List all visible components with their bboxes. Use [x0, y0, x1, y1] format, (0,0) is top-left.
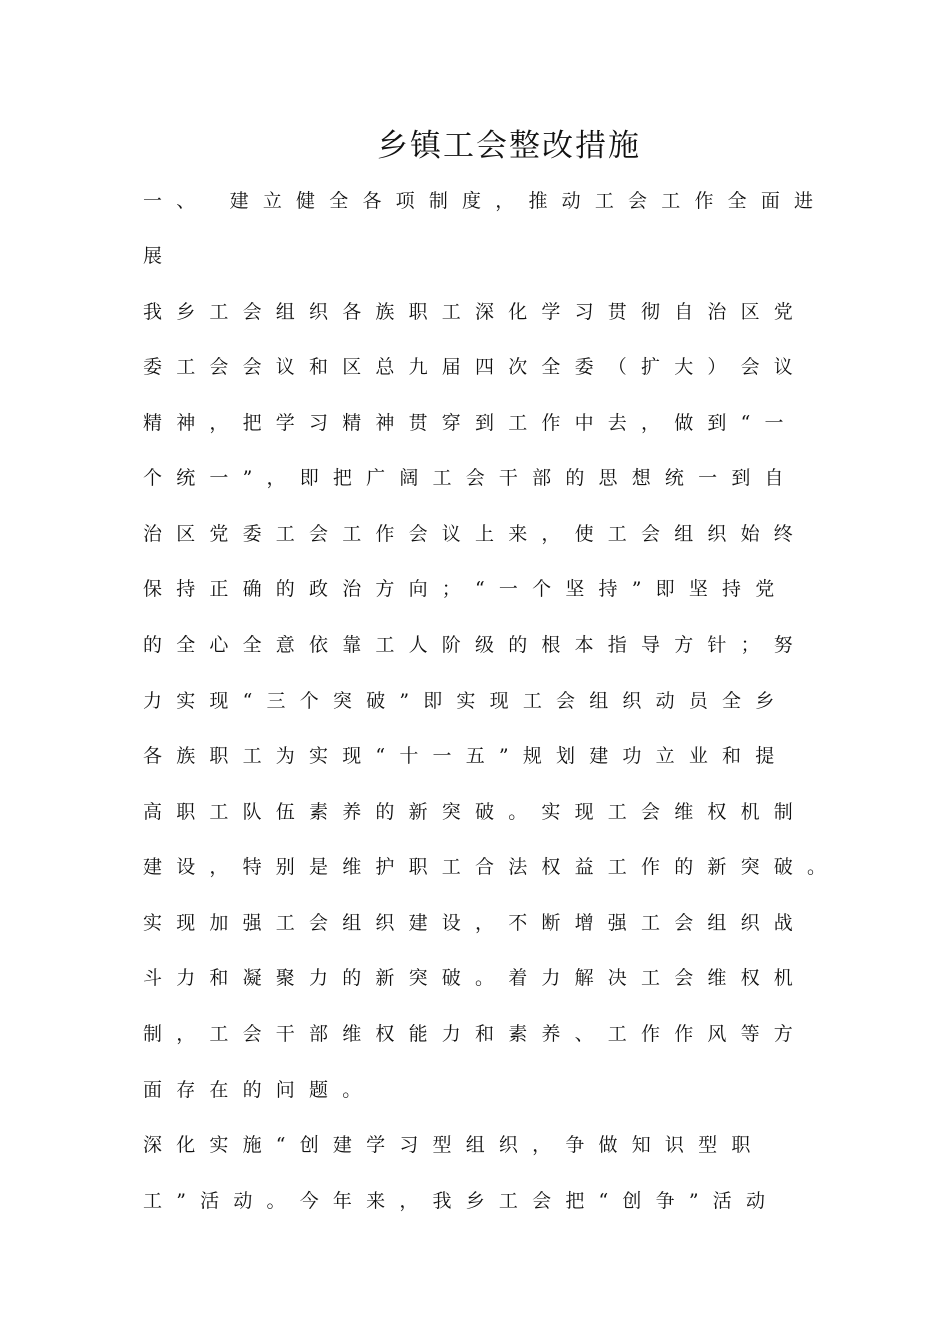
- text-line: 的全心全意依靠工人阶级的根本指导方针；努: [143, 634, 808, 656]
- text-line: 制，工会干部维权能力和素养、工作作风等方: [143, 1023, 808, 1045]
- text-line: 我乡工会组织各族职工深化学习贯彻自治区党: [143, 301, 808, 323]
- text-line: 建设，特别是维护职工合法权益工作的新突破。: [143, 856, 841, 878]
- text-line: 面存在的问题。: [143, 1079, 376, 1101]
- text-line: 一、 建立健全各项制度，推动工会工作全面进: [143, 190, 828, 212]
- text-line: 深化实施“创建学习型组织，争做知识型职: [143, 1134, 765, 1156]
- text-line: 实现加强工会组织建设，不断增强工会组织战: [143, 912, 808, 934]
- text-line: 高职工队伍素养的新突破。实现工会维权机制: [143, 801, 808, 823]
- text-line: 精神，把学习精神贯穿到工作中去，做到“一: [143, 412, 798, 434]
- text-line: 保持正确的政治方向；“一个坚持”即坚持党: [143, 578, 789, 600]
- text-line: 工”活动。今年来，我乡工会把“创争”活动: [143, 1190, 780, 1212]
- text-line: 委工会会议和区总九届四次全委（扩大）会议: [143, 356, 808, 378]
- text-line: 治区党委工会工作会议上来，使工会组织始终: [143, 523, 808, 545]
- text-line: 斗力和凝聚力的新突破。着力解决工会维权机: [143, 967, 808, 989]
- text-line: 各族职工为实现“十一五”规划建功立业和提: [143, 745, 789, 767]
- page-title: 乡镇工会整改措施: [377, 128, 641, 164]
- text-line: 个统一”，即把广阔工会干部的思想统一到自: [143, 467, 798, 489]
- text-line: 展: [143, 245, 177, 267]
- text-line: 力实现“三个突破”即实现工会组织动员全乡: [143, 690, 789, 712]
